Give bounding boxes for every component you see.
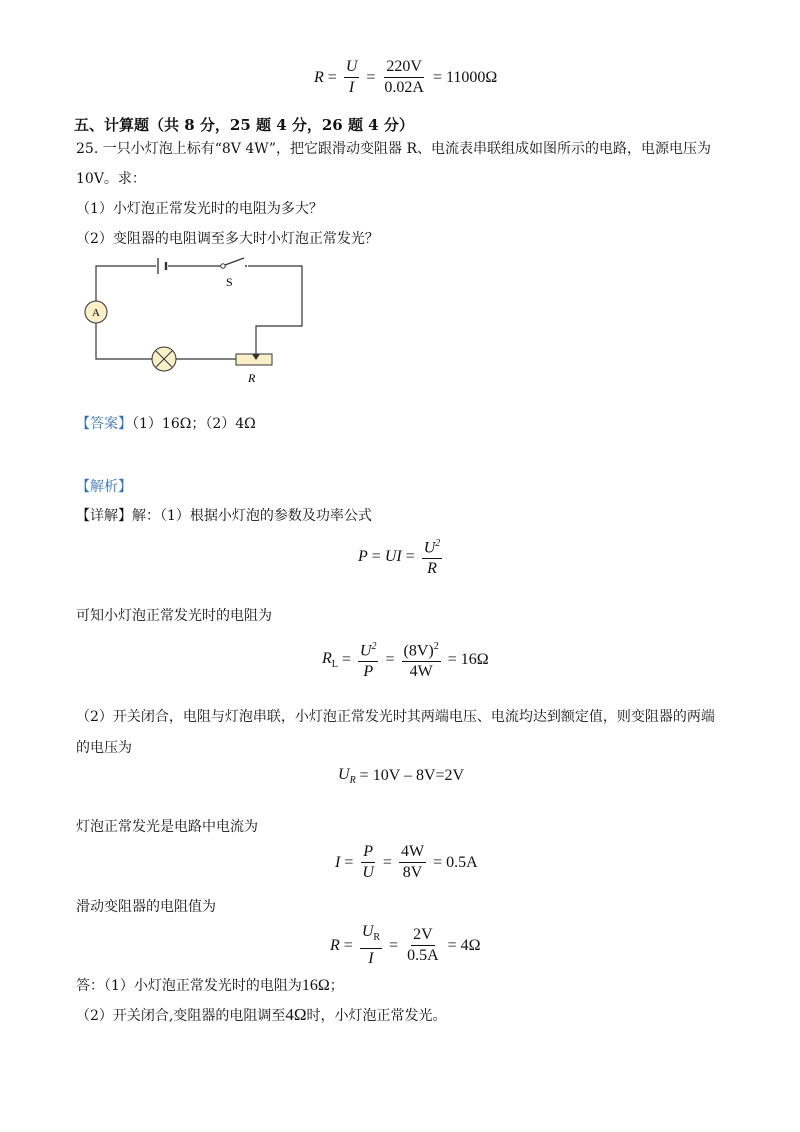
final-answer-line2: （2）开关闭合,变阻器的电阻调至4Ω时，小灯泡正常发光。 [76, 1005, 447, 1024]
rheostat-icon [236, 354, 272, 365]
detail-part2-line1: （2）开关闭合，电阻与灯泡串联，小灯泡正常发光时其两端电压、电流均达到额定值，则变阻器的两端 [76, 709, 715, 725]
question-25-stem-line2: 10V。求： [76, 171, 146, 187]
question-25-part1: （1）小灯泡正常发光时的电阻为多大？ [76, 201, 323, 217]
answer-tag: 【答案】 [76, 416, 132, 432]
switch-label: S [226, 275, 233, 289]
analysis-tag: 【解析】 [76, 479, 132, 495]
switch-icon [221, 258, 247, 268]
formula-lamp-resistance: $R_L$ = $\frac{U^2}{P}$ = $\frac{(8V)^2}{4W}$ = 16Ω [322, 638, 489, 681]
question-25-stem-line1: 25. 一只小灯泡上标有“8V 4W”，把它跟滑动变阻器 R、电流表串联组成如图所示的电路，电源电压为 [76, 141, 712, 157]
answer-text: （1）16Ω；（2）4Ω [132, 416, 256, 432]
lamp-icon [152, 347, 176, 371]
answer-line [76, 415, 256, 433]
rheostat-label: R [248, 371, 256, 385]
circuit-diagram [76, 256, 316, 390]
detail-current-text: 灯泡正常发光是电路中电流为 [76, 819, 258, 835]
detail-tag: 【详解】 [76, 508, 132, 524]
section-title: 五、计算题（共 8 分，25 题 4 分，26 题 4 分） [74, 116, 414, 134]
formula-rheostat-voltage: $U_R$ = 10V – 8V=2V [338, 766, 465, 787]
detail-part2-line2: 的电压为 [76, 740, 132, 756]
formula-power: P = UI = $\frac{U^2}{R}$ [358, 535, 445, 578]
svg-text:A: A [92, 307, 100, 319]
final-answer-line1: 答：（1）小灯泡正常发光时的电阻为16Ω； [76, 977, 344, 994]
detail-know-text: 可知小灯泡正常发光时的电阻为 [76, 608, 272, 624]
formula-rheostat-resistance: R = $\frac{U_R}{I}$ = $\frac{2V}{0.5A}$ = 4Ω [330, 923, 481, 968]
question-25-part2: （2）变阻器的电阻调至多大时小灯泡正常发光？ [76, 231, 379, 247]
battery-icon [158, 258, 166, 274]
formula-resistance-top: R = $\frac{U}{I}$ = $\frac{220V}{0.02A}$ = 11000Ω [314, 58, 498, 96]
detail-rheostat-text: 滑动变阻器的电阻值为 [76, 899, 216, 915]
ammeter-icon [85, 301, 107, 323]
detail-intro-line: 【详解】解：（1）根据小灯泡的参数及功率公式 [76, 508, 372, 524]
formula-current: I = $\frac{P}{U}$ = $\frac{4W}{8V}$ = 0.5A [335, 843, 478, 881]
